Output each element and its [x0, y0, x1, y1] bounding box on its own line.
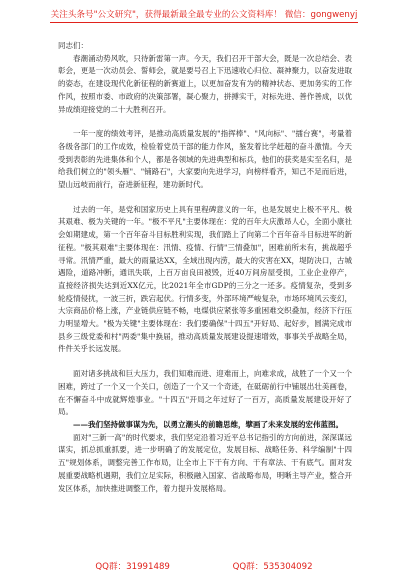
paragraph-4: 面对诸多挑战和巨大压力，我们知难而进、迎难而上，向难求成，战胜了一个又一个困难，跨过了一个又一个关口，创造了一个又一个奇迹，在砥砺前行中铺展出壮美画卷，在不懈奋斗中成就辉煌事业。"十四五"开局之年过好了一百万，高质量发展建设开好了局。: [58, 369, 352, 417]
greeting: 同志们：: [58, 41, 88, 50]
header-divider: [50, 22, 358, 23]
page-header: 关注头条号"公文研究"，获得最新最全最专业的公文资料库！ 微信：gongwenyj: [50, 10, 358, 20]
section-body: 面对"三新一高"的时代要求，我们坚定沿着习近平总书记指引的方向前进，深深谋远谋实，抓总抓重抓要，进一步明确了的发展定位，发展目标、战略任务、科学编制"十四五"规划体系，调整完善工作布局，让全市上下干有方向、干有章法、干有底气。面对发展重要战略机遇期，我们立足实际，积极融入国家、省战略布局，明晰主导产业，整合开发区体系，加快推进调整工作，着力提升发展格局。: [58, 432, 352, 493]
footer-qq-group-2: QQ群：535304092: [232, 562, 313, 572]
paragraph-1: 春潮涌动势风吹，只待新雷第一声。今天，我们召开干部大会，既是一次总结会、表彰会，更是一次动员会、誓师会，就是要号召上下迅速收心归位、凝神聚力，以奋发进取的姿态，在建设现代化新征程的新赛道上，以更加奋发有为的精神状态、更加务实的工作作风，按照市委、市政府的决策部署，凝心聚力，拼搏实干，对标先进、善作善成，以优异成绩迎接党的二十大胜利召开。: [58, 53, 352, 114]
footer-qq-group-1: QQ群：31991489: [95, 562, 170, 572]
paragraph-3: 过去的一年，是党和国家历史上具有里程碑意义的一年，也是发展史上极不平凡、极其艰难、极为关键的一年。"极不平凡"主要体现在：党的百年大庆激昂人心，全面小康社会如期建成，第一个百年奋斗目标胜利实现，我们踏上了向第二个百年奋斗目标进军的新征程。"极其艰难"主要体现在：汛情、疫情、行情"三情叠加"，困难前所未有，挑战超乎寻常。汛情严重，最大的雨量达XX，全域出现内涝，最大的灾害在XX，堤防决口，古城遇险，道路冲断，通讯失联，上百万亩良田被毁，近40万间房屋受损，工业企业停产，直接经济损失达到近XX亿元，比2021年全市GDP的三分之一还多。疫情复杂，受到多轮疫情侵扰，一波三折，跌宕起伏。行情多变，外部环境严峻复杂，市场环境风云变幻，大宗商品价格上涨，产业链供应链不畅，电煤供应紧张等多重困难交织叠加，经济下行压力明显增大。"极为关键"主要体现在：我们要确保"十四五"开好局、起好步，圆满完成市县乡三级党委和村"两委"集中换届，推动高质量发展建设提速增效，事事关乎战略全局，件件关乎长远发展。: [58, 204, 352, 354]
page-footer: [0, 560, 408, 572]
speech-body: [58, 40, 352, 495]
section-heading: ——我们坚持做事谋为先，以勇立潮头的前瞻思维，擘画了未来发展的宏伟蓝图。: [73, 419, 343, 429]
paragraph-2: 一年一度的绩效考评，是推动高质量发展的"指挥棒"、"风向标"、"擂台赛"，考量着各级各部门的工作成效，检验着党员干部的能力作风，鉴发着比学赶超的奋斗激情。今天受到表彰的先进集体和个人，都是各领域的先进典型和标兵，他们的获奖是实至名归，是给我们树立的"领头雁"、"铺路石"，大家要向先进学习，向榜样看齐，知己不足而后进，望山远岐而前行，奋进新征程，建功新时代。: [58, 129, 352, 190]
